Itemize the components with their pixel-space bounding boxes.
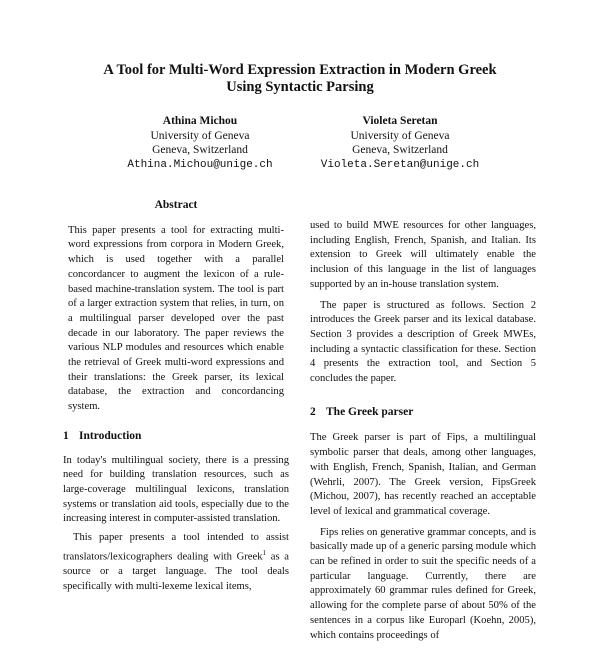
intro-paragraph-1: In today's multilingual society, there is a pressing need for building translation resources, such as large-coverage multilingual lexicons, translation systems or translation aid tools, especially due to the increasing interest in computer-assisted translation. [63,454,289,525]
author-affiliation: University of Geneva [150,129,250,142]
author-location: Geneva, Switzerland [352,144,448,156]
abstract-heading: Abstract [154,199,198,211]
section-heading-introduction [63,429,289,444]
author-email: Violeta.Seretan@unige.ch [320,158,480,171]
section-number: 1 [63,429,69,442]
section-title: Introduction [79,429,142,442]
intro-paragraph-2-start: This paper presents a tool intended to assist translators/lexicographers dealing with Greek [63,532,289,563]
author-name: Violeta Seretan [362,115,438,127]
left-column [63,198,289,598]
right-column [310,219,536,649]
author-block-1 [85,114,315,172]
right-paragraph-2: The paper is structured as follows. Section 2 introduces the Greek parser and its lexical database. Section 3 provides a description of Greek MWEs, including a syntactic classification for these. Section 4 presents the extraction tool, and Section 5 concludes the paper. [310,299,536,385]
parser-paragraph-2: Fips relies on generative grammar concepts, and is basically made up of a generic parsing module which can be refined in order to suit the specific needs of a particular language. Currently, there are approximately 60 grammar rules defined for Greek, allowing for the complete parse of about 50% of the sentences in a corpus like Europarl (Koehn, 2005), which contains proceedings of [310,526,536,641]
parser-paragraph-1: The Greek parser is part of Fips, a multilingual symbolic parser that deals, among other languages, with English, French, Spanish, Italian, and German (Wehrli, 2007). The Greek version, FipsGreek (Michou, 2007), has recently reached an acceptable level of lexical and grammatical coverage. [310,432,536,517]
author-location: Geneva, Switzerland [152,144,248,156]
intro-paragraph-2 [63,531,289,594]
author-name: Athina Michou [162,115,238,127]
abstract-text: This paper presents a tool for extracting multi-word expressions from corpora in Modern Greek, which is used together with a parallel concordancer to augment the lexicon of a rule-based machine-translation system. The tool is part of a larger extraction system that relies, in turn, on a multilingual parser developed over the past decade in our laboratory. The paper reviews the various NLP modules and resources which enable the retrieval of Greek multi-word expressions and their translations: the Greek parser, its lexical database, the extraction and concordancing system. [68,224,284,413]
author-affiliation: University of Geneva [350,129,450,142]
intro-paragraph-2-end: as a source or a target language. The tool deals specifically with multi-lexeme lexical items, [63,551,289,592]
section-number: 2 [310,405,316,418]
title-line-2: Using Syntactic Parsing [226,79,374,95]
title-line-1: A Tool for Multi-Word Expression Extraction in Modern Greek [103,62,497,78]
paper-title [40,62,560,96]
section-title: The Greek parser [326,405,414,418]
footnote-marker: 1 [262,548,267,557]
author-block-2 [285,114,515,172]
right-paragraph-1: used to build MWE resources for other languages, including English, French, Spanish, and Italian. Its extension to Greek will ultimately enable the inclusion of this language in the list of languages supported by an in-house translation system. [310,220,536,290]
section-heading-greek-parser [310,405,536,420]
author-email: Athina.Michou@unige.ch [127,158,273,171]
